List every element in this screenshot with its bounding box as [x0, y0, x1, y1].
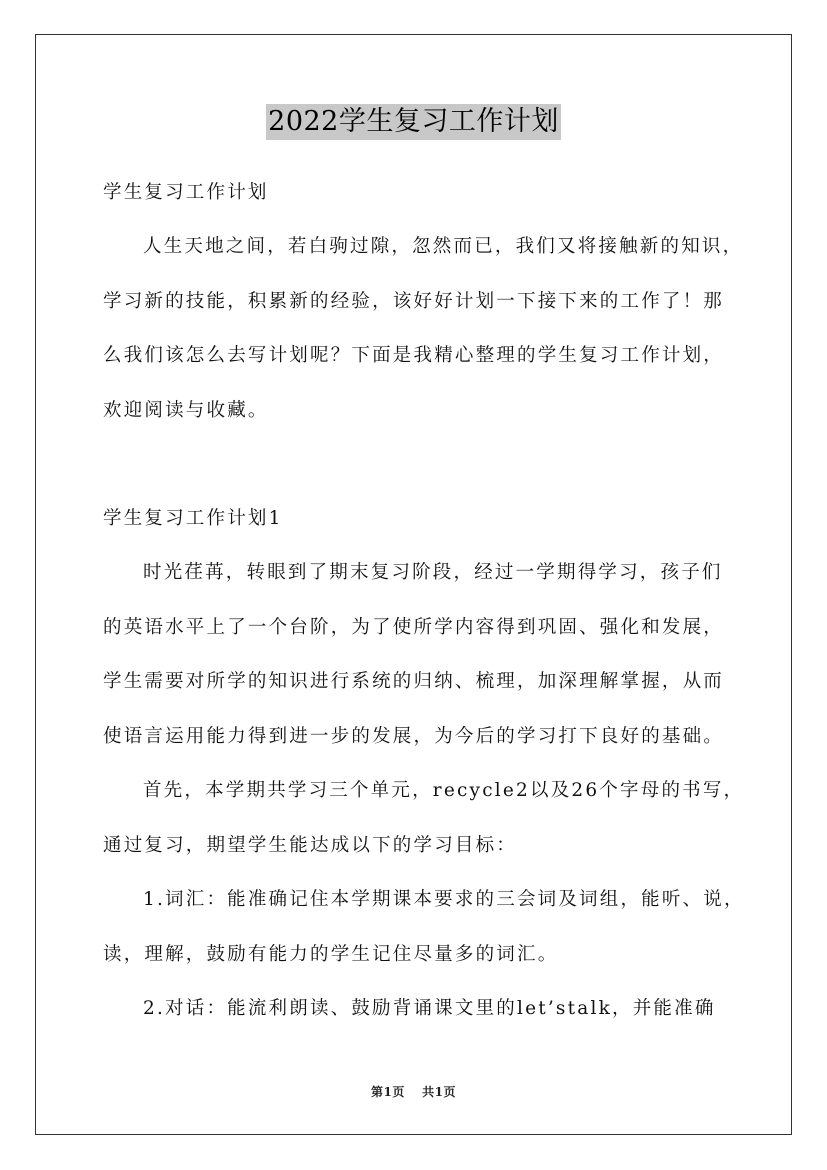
paragraph-line: 读，理解，鼓励有能力的学生记住尽量多的词汇。 [103, 943, 559, 965]
page-total: 共1页 [422, 1085, 456, 1099]
paragraph-line: 的英语水平上了一个台阶，为了使所学内容得到巩固、强化和发展， [103, 616, 725, 638]
intro-line: 欢迎阅读与收藏。 [103, 399, 269, 421]
document-title: 2022学生复习工作计划 [266, 104, 561, 140]
section-body [103, 546, 743, 1037]
intro-paragraph [103, 220, 743, 438]
page-number: 第1页 [370, 1085, 405, 1099]
subtitle-block [103, 166, 743, 221]
intro-line: 么我们该怎么去写计划呢？下面是我精心整理的学生复习工作计划， [103, 345, 725, 366]
section-heading-block [103, 492, 743, 547]
paragraph-line: 1.词汇：能准确记住本学期课本要求的三会词及词组，能听、说， [143, 889, 745, 910]
paragraph-line: 首先，本学期共学习三个单元，recycle2以及26个字母的书写， [143, 780, 745, 801]
paragraph-line: 2.对话：能流利朗读、鼓励背诵课文里的let’stalk，并能准确 [143, 998, 716, 1019]
paragraph-line: 通过复习，期望学生能达成以下的学习目标： [103, 834, 518, 856]
title-container [0, 104, 827, 140]
paragraph-line: 学生需要对所学的知识进行系统的归纳、梳理，加深理解掌握，从而 [103, 671, 725, 692]
intro-line: 人生天地之间，若白驹过隙，忽然而已，我们又将接触新的知识， [143, 236, 744, 257]
paragraph-line: 时光荏苒，转眼到了期末复习阶段，经过一学期得学习，孩子们 [143, 562, 723, 583]
document-subtitle: 学生复习工作计划 [103, 182, 269, 203]
paragraph-line: 使语言运用能力得到进一步的发展，为今后的学习打下良好的基础。 [103, 725, 725, 747]
page-footer [0, 1083, 827, 1100]
section-heading: 学生复习工作计划1 [103, 508, 283, 529]
intro-line: 学习新的技能，积累新的经验，该好好计划一下接下来的工作了！那 [103, 290, 725, 312]
